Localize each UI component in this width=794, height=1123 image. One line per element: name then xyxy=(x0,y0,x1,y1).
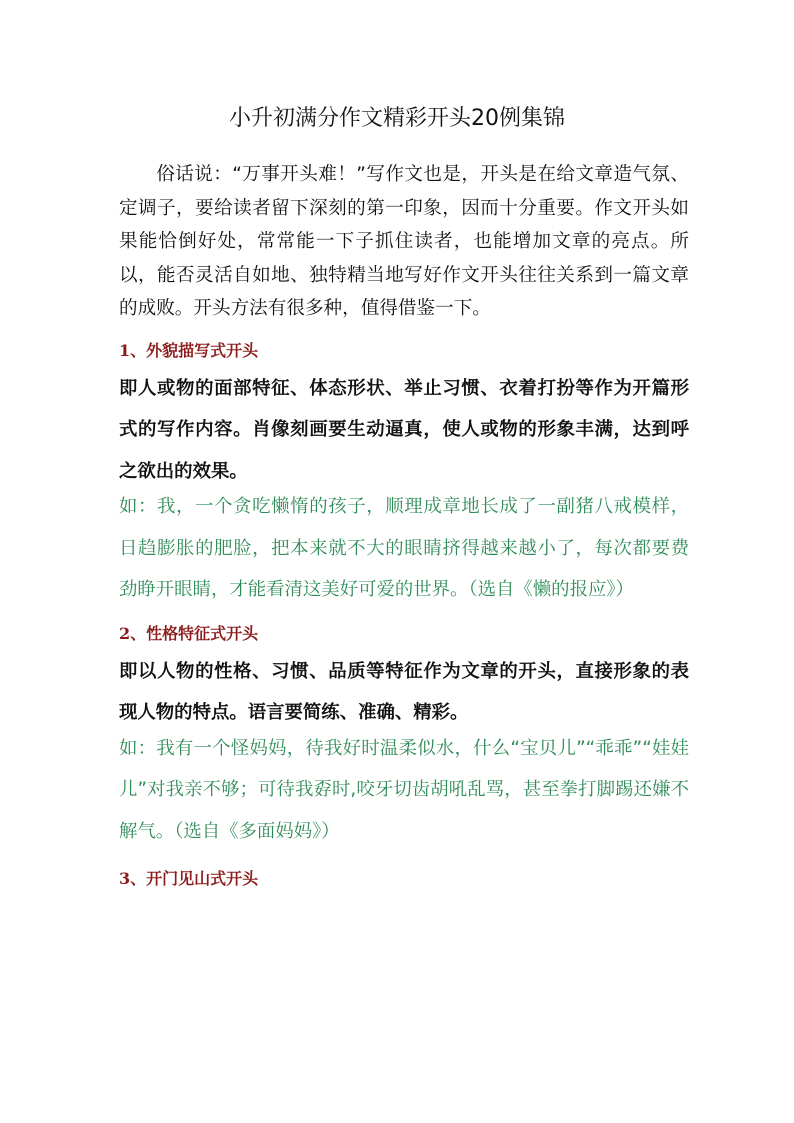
section-description-1: 即人或物的面部特征、体态形状、举止习惯、衣着打扮等作为开篇形式的写作内容。肖像刻画要生动逼真，使人或物的形象丰满，达到呼之欲出的效果。 xyxy=(119,377,689,482)
section-heading-1: 1、外貌描写式开头 xyxy=(119,340,259,360)
document-body xyxy=(119,158,689,892)
intro-paragraph: 俗话说：“万事开头难！”写作文也是，开头是在给文章造气氛、定调子，要给读者留下深刻的第一印象，因而十分重要。作文开头如果能恰倒好处，常常能一下子抓住读者，也能增加文章的亮点。所以，能否灵活自如地、独特精当地写好作文开头往往关系到一篇文章的成败。开头方法有很多种，值得借鉴一下。 xyxy=(119,164,689,320)
section-example-2: 如：我有一个怪妈妈，待我好时温柔似水，什么“宝贝儿”“乖乖”“娃娃儿”对我亲不够；可待我孬时,咬牙切齿胡吼乱骂，甚至拳打脚踢还嫌不解气。（选自《多面妈妈》） xyxy=(119,737,689,842)
section-heading-3: 3、开门见山式开头 xyxy=(119,869,259,889)
section-description-2: 即以人物的性格、习惯、品质等特征作为文章的开头，直接形象的表现人物的特点。语言要简练、准确、精彩。 xyxy=(119,660,689,724)
section-example-1: 如：我，一个贪吃懒惰的孩子，顺理成章地长成了一副猪八戒模样，日趋膨胀的肥脸，把本来就不大的眼睛挤得越来越小了，每次都要费劲睁开眼睛，才能看清这美好可爱的世界。（选自《懒的报应》） xyxy=(119,496,689,601)
page-title: 小升初满分作文精彩开头20例集锦 xyxy=(229,106,565,131)
section-heading-2: 2、性格特征式开头 xyxy=(119,623,259,643)
